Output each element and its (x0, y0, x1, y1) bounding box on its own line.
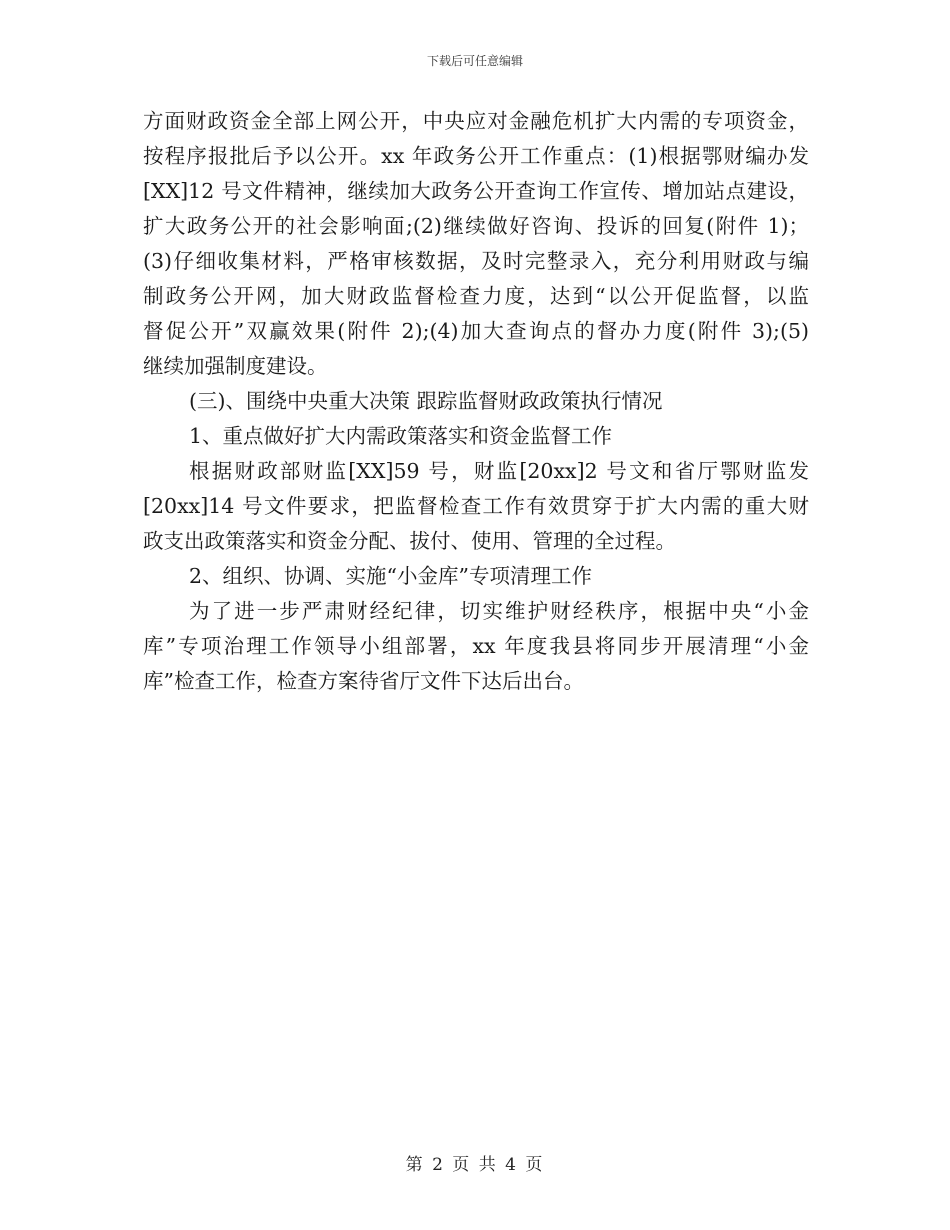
section-heading: (三)、围绕中央重大决策 跟踪监督财政政策执行情况 (189, 389, 663, 413)
paragraph-line: 库”检查工作，检查方案待省厅文件下达后出台。 (143, 669, 584, 693)
paragraph-line: 库”专项治理工作领导小组部署，xx 年度我县将同步开展清理“小金 (143, 634, 809, 658)
paragraph-line: 继续加强制度建设。 (143, 354, 328, 378)
paragraph-line: 扩大政务公开的社会影响面;(2)继续做好咨询、投诉的回复(附件 1)； (143, 214, 809, 238)
paragraph-line: 制政务公开网，加大财政监督检查力度，达到“以公开促监督，以监 (143, 284, 809, 308)
paragraph-line: 为了进一步严肃财经纪律，切实维护财经秩序，根据中央“小金 (189, 599, 809, 623)
page-footer: 第 2 页 共 4 页 (405, 1155, 545, 1175)
paragraph-line: (3)仔细收集材料，严格审核数据，及时完整录入，充分利用财政与编 (143, 249, 809, 273)
paragraph-line: 方面财政资金全部上网公开，中央应对金融危机扩大内需的专项资金， (143, 109, 809, 133)
subsection-heading: 1、重点做好扩大内需政策落实和资金监督工作 (189, 424, 613, 448)
paragraph-line: 根据财政部财监[XX]59 号，财监[20xx]2 号文和省厅鄂财监发 (189, 459, 809, 483)
paragraph-line: 按程序报批后予以公开。xx 年政务公开工作重点：(1)根据鄂财编办发 (143, 144, 809, 168)
page-header: 下载后可任意编辑 (426, 54, 523, 68)
paragraph-line: [XX]12 号文件精神，继续加大政务公开查询工作宣传、增加站点建设， (143, 179, 809, 203)
paragraph-line: 政支出政策落实和资金分配、拔付、使用、管理的全过程。 (143, 529, 676, 553)
document-body (143, 104, 809, 699)
paragraph-line: [20xx]14 号文件要求，把监督检查工作有效贯穿于扩大内需的重大财 (143, 494, 809, 518)
paragraph-line: 督促公开”双赢效果(附件 2);(4)加大查询点的督办力度(附件 3);(5) (143, 319, 809, 343)
subsection-heading: 2、组织、协调、实施“小金库”专项清理工作 (189, 564, 593, 588)
